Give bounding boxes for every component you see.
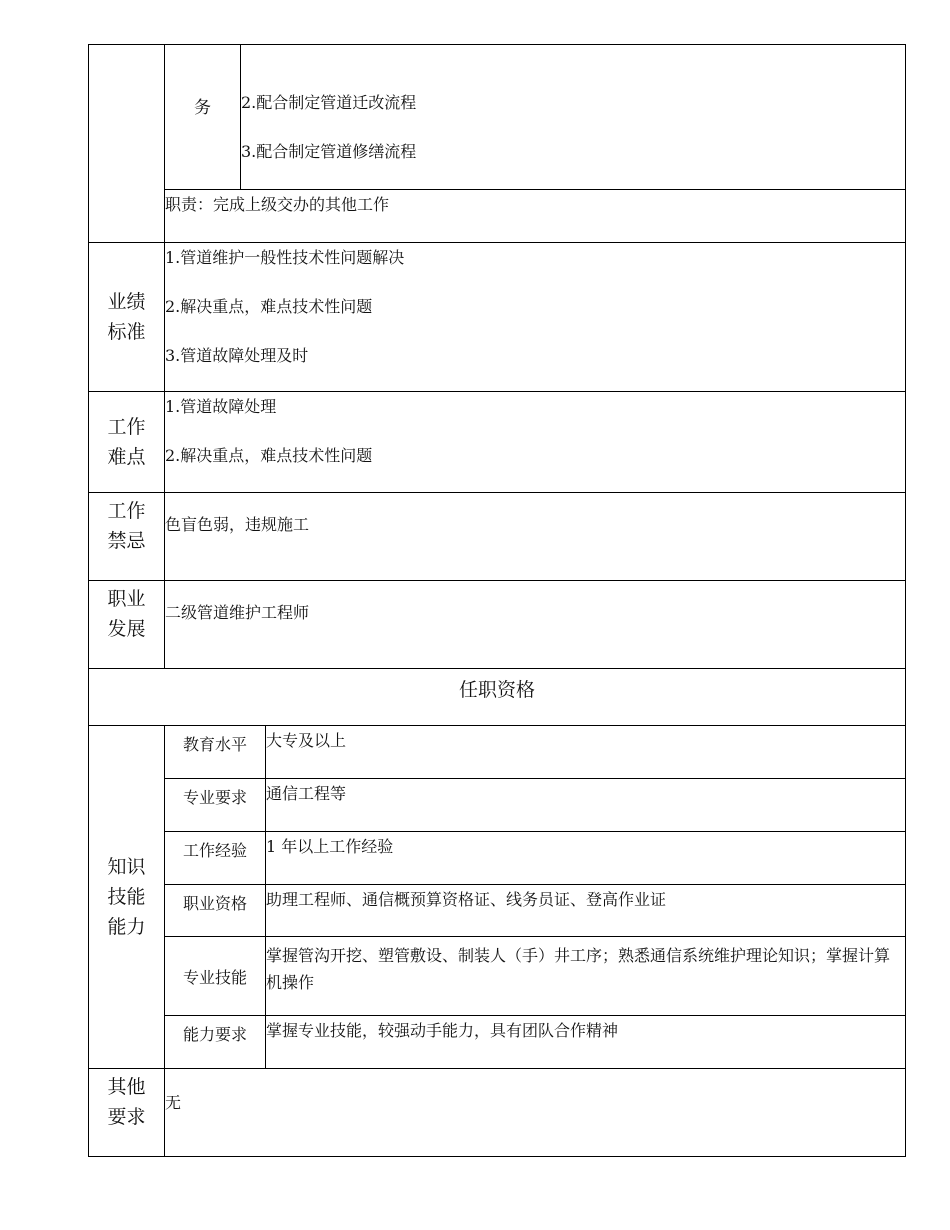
- education-value: 大专及以上: [266, 731, 347, 750]
- performance-item-3: 3.管道故障处理及时: [165, 346, 309, 365]
- knowledge-label: 知识技能能力: [107, 856, 146, 938]
- other-req-label-cell: [89, 1069, 165, 1157]
- other-req-text: 无: [165, 1093, 182, 1112]
- career-text-cell: [165, 581, 906, 669]
- knowledge-row-value: [266, 779, 906, 832]
- job-description-table-page: [88, 44, 906, 1157]
- duty-item-2: 2.配合制定管道迁改流程: [241, 93, 417, 112]
- difficulty-label-cell: [89, 392, 165, 493]
- knowledge-row-name: 能力要求: [165, 1016, 266, 1069]
- qualification-title: 任职资格: [458, 679, 535, 701]
- taboo-label: 工作禁忌: [107, 500, 146, 552]
- difficulty-items-cell: [165, 392, 906, 493]
- performance-items-cell: [165, 243, 906, 392]
- taboo-text-cell: [165, 493, 906, 581]
- duties-label-cell: [89, 45, 165, 243]
- knowledge-row-value: [266, 937, 906, 1016]
- taboo-text: 色盲色弱，违规施工: [165, 515, 310, 534]
- other-req-label: 其他要求: [107, 1076, 146, 1128]
- performance-item-1: 1.管道维护一般性技术性问题解决: [165, 248, 405, 267]
- knowledge-row-name: 专业要求: [165, 779, 266, 832]
- certification-value: 助理工程师、通信概预算资格证、线务员证、登高作业证: [266, 890, 667, 909]
- knowledge-row-value: [266, 885, 906, 937]
- performance-label: 业绩标准: [107, 291, 146, 343]
- other-duty-cell: [165, 190, 906, 243]
- knowledge-row-name: 专业技能: [165, 937, 266, 1016]
- difficulty-label: 工作难点: [107, 416, 146, 468]
- knowledge-row-name: 教育水平: [165, 726, 266, 779]
- taboo-label-cell: [89, 493, 165, 581]
- knowledge-row-value: [266, 726, 906, 779]
- job-description-table: [88, 44, 906, 1157]
- difficulty-item-1: 1.管道故障处理: [165, 397, 277, 416]
- duties-sublabel: 务: [194, 98, 211, 118]
- duty-item-3: 3.配合制定管道修缮流程: [241, 142, 417, 161]
- knowledge-row-value: [266, 832, 906, 885]
- duties-items-cell: [241, 45, 906, 190]
- major-value: 通信工程等: [266, 784, 347, 803]
- knowledge-row-name: 职业资格: [165, 885, 266, 937]
- career-text: 二级管道维护工程师: [165, 603, 310, 622]
- knowledge-label-cell: [89, 726, 165, 1069]
- performance-label-cell: [89, 243, 165, 392]
- career-label-cell: [89, 581, 165, 669]
- qualification-header-cell: [89, 669, 906, 726]
- skills-value: 掌握管沟开挖、塑管敷设、制装人（手）井工序；熟悉通信系统维护理论知识；掌握计算机操作: [266, 946, 891, 992]
- other-req-text-cell: [165, 1069, 906, 1157]
- ability-value: 掌握专业技能，较强动手能力，具有团队合作精神: [266, 1021, 619, 1040]
- difficulty-item-2: 2.解决重点，难点技术性问题: [165, 446, 373, 465]
- knowledge-row-value: [266, 1016, 906, 1069]
- performance-item-2: 2.解决重点，难点技术性问题: [165, 297, 373, 316]
- other-duty-text: 职责：完成上级交办的其他工作: [165, 195, 390, 214]
- experience-value: 1 年以上工作经验: [266, 837, 394, 856]
- knowledge-row-name: 工作经验: [165, 832, 266, 885]
- duties-sublabel-cell: [165, 45, 241, 190]
- career-label: 职业发展: [107, 588, 146, 640]
